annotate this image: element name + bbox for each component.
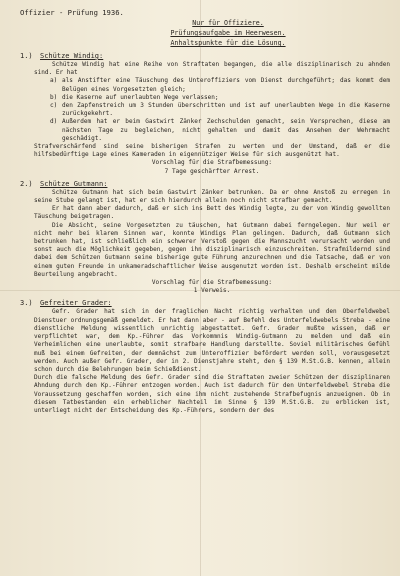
section-3-para-2: Durch die falsche Meldung des Gefr. Grader sind die Straftaten zweier Schützen der disziplinaren Ahndung durch den Kp.-Führer entzogen worden. Auch ist dadurch für den Unterfeldwebel Streba die Voraussetzung geschaffen worden, sich eine ihm nicht zustehende Strafbefugnis anzueignen. Ob in diesem Tatbestanden ein erheblicher Nachteil im Sinne § 139 M.St.G.B. zu erblicken ist, unterliegt nicht der Entscheidung des Kp.-Führers, sondern der des (34, 374, 390, 414)
section-1-heading (20, 52, 390, 61)
title-line-3: Anhaltspunkte für die Lösung. (170, 39, 286, 47)
section-1-proposal-label: Vorschlag für die Strafbemessung: (151, 159, 273, 167)
paper-fold-vertical (200, 0, 201, 576)
title-line-2: Prüfungsaufgabe im Heerwesen. (170, 29, 286, 37)
section-1-item-d: d) Außerdem hat er beim Gastwirt Zänker Zechschulden gemacht, sein Versprechen, diese am nächsten Tage zu begleichen, nicht gehalten und damit das Ansehen der Wehrmacht geschädigt. (50, 118, 390, 142)
section-2-para-3: Die Absicht, seine Vorgesetzten zu täuschen, hat Gutmann dabei ferngelegen. Nur weil er nicht mehr bei klarem Sinnen war, konnte Windigs Plan gelingen. Dadurch, daß Gutmann sich betrunken hat, ist schließlich ein schwerer Verstoß gegen die Mannszucht verursacht worden und sonst auch die Möglichkeit gegeben, gegen ihn disziplinarisch einzuschreiten. Strafmildernd sind dabei dem Schützen Gutmann seine bisherige gute Führung anzurechnen und die Tatsache, daß er von einem guten Freunde in unkameradschaftlicher Weise ausgenutzt worden ist. Deshalb erscheint milde Beurteilung angebracht. (34, 221, 390, 278)
section-1-aggravation: Strafverschärfend sind seine bisherigen Strafen zu werten und der Umstand, daß er die hilfsbedürftige Lage eines Kameraden in eigennütziger Weise für sich ausgenützt hat. (34, 143, 390, 159)
section-1-item-c: c) den Zapfenstreich um 3 Stunden überschritten und ist auf unerlaubten Wege in die Kaserne zurückgekehrt. (50, 102, 390, 118)
title-block (138, 18, 318, 48)
paper-fold-horizontal (0, 290, 400, 291)
section-2-para-1: Schütze Gutmann hat sich beim Gastwirt Zänker betrunken. Da er ohne Anstoß zu erregen in seine Stube gelangt ist, hat er sich hierdurch allein noch nicht strafbar gemacht. (34, 188, 390, 205)
section-1-item-b: b) die Kaserne auf unerlaubten Wege verlassen; (50, 93, 219, 101)
section-3-number: 3.) (20, 299, 33, 308)
section-3-para-1: Gefr. Grader hat sich in der fraglichen Nacht richtig verhalten und den Oberfeldwebel Dienstuer ordnungsgemäß gemeldet. Er hat dann aber - auf Befehl des Unterfeldwebels Streba - eine dienstliche Meldung wissentlich unrichtig abgestattet. Gefr. Grader mußte wissen, daß er verpflichtet war, dem Kp.-Führer das Vorkommnis Windig-Gutmann zu melden und daß ein Verheimlichen eine unerlaubte, somit strafbare Handlung darstellte. Soviel militärisches Gefühl muß bei einem Gefreiten, der demnächst zum Unteroffizier befördert werden soll, vorausgesetzt werden. Auch außer Gefr. Grader, der in 2. Dienstjahre steht, den § 139 M.St.G.B. kennen, allein schon durch die Belehrungen beim Schießdienst. (34, 308, 390, 373)
section-1-body (34, 61, 390, 176)
section-2-body (34, 189, 390, 296)
section-2-para-2: Er hat dann aber dadurch, daß er sich ins Bett des Windig legte, zu der von Windig gewollten Täuschung beigetragen. (34, 205, 390, 221)
section-1-title: Schütze Windig: (40, 52, 104, 60)
section-2-heading (20, 180, 390, 189)
title-line-1: Nur für Offiziere. (192, 19, 264, 27)
section-1-intro: Schütze Windig hat eine Reihe von Straftaten begangen, die alle disziplinarisch zu ahnden sind. Er hat (34, 61, 390, 77)
section-2-proposal: 1 Verweis. (193, 287, 231, 295)
section-1-proposal: 7 Tage geschärfter Arrest. (164, 167, 260, 175)
document-header (20, 4, 390, 18)
section-2-title: Schütze Gutmann: (40, 179, 108, 188)
section-3-heading (20, 299, 390, 308)
section-2-number: 2.) (20, 179, 33, 188)
section-2-proposal-label: Vorschlag für die Strafbemessung: (151, 279, 273, 287)
section-3-title: Gefreiter Grader: (40, 299, 112, 308)
section-1-item-a: a) als Anstifter eine Täuschung des Unteroffiziers vom Dienst durchgeführt; das kommt dem Belügen eines Vorgesetzten gleich; (50, 77, 390, 93)
section-1-number: 1.) (20, 52, 33, 60)
header-label: Offizier - Prüfung 1936. (20, 8, 124, 17)
section-3-body (34, 308, 390, 415)
